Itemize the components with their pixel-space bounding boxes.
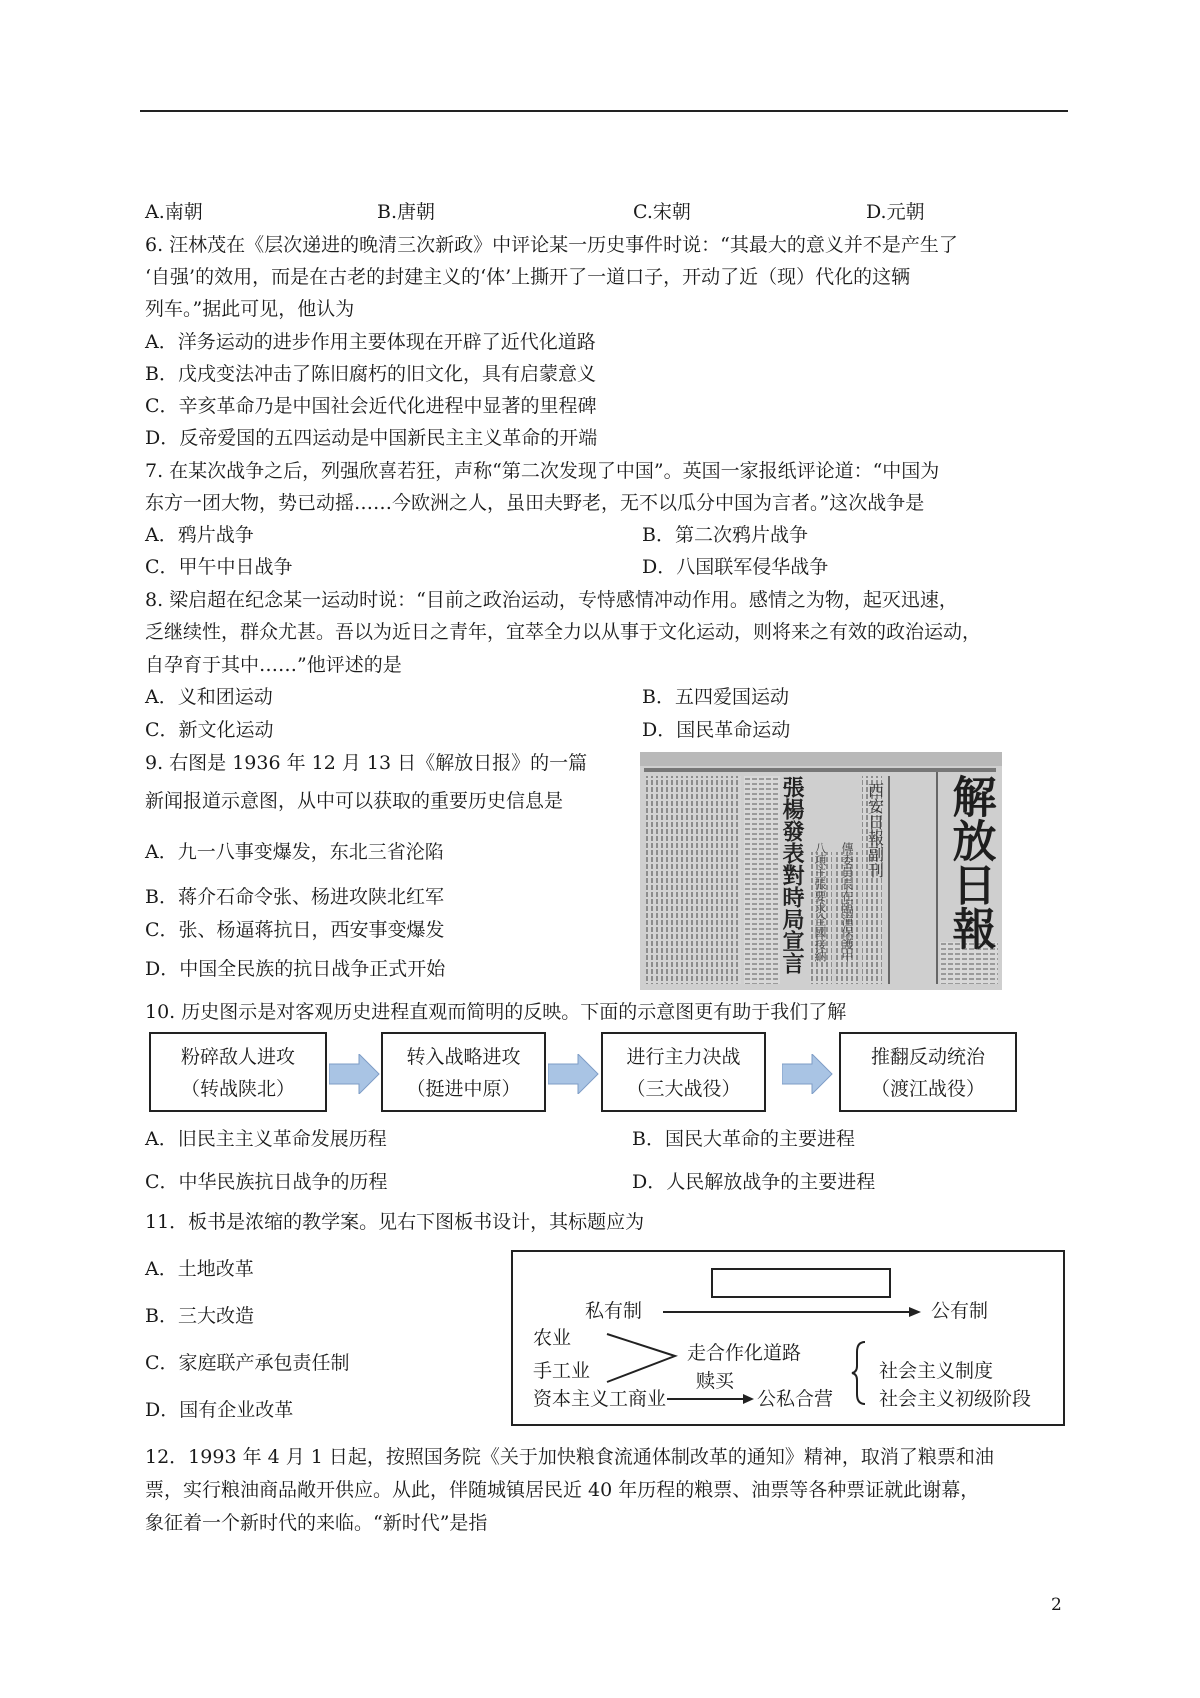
- flow-box-subtitle: （三大战役）: [626, 1078, 741, 1100]
- board-handicraft: 手工业: [533, 1360, 591, 1382]
- q5-option-b: B.唐朝: [377, 201, 436, 223]
- q8-option-c: C．新文化运动: [145, 719, 274, 741]
- q6-stem-line: 列车。”据此可见，他认为: [145, 298, 355, 320]
- board-title-blank: [711, 1268, 891, 1298]
- newspaper-photo: [640, 752, 1002, 990]
- q9-option-d: D．中国全民族的抗日战争正式开始: [145, 958, 446, 980]
- board-joint-venture: 公私合营: [757, 1388, 834, 1410]
- q12-stem-line: 12．1993 年 4 月 1 日起，按照国务院《关于加快粮食流通体制改革的通知》精神，取消了粮票和油: [145, 1446, 994, 1468]
- q11-option-b: B．三大改造: [145, 1305, 254, 1327]
- q9-stem-line: 新闻报道示意图，从中可以获取的重要历史信息是: [145, 790, 564, 812]
- q8-stem-line: 自孕育于其中……”他评述的是: [145, 654, 402, 676]
- flow-box-subtitle: （挺进中原）: [406, 1078, 521, 1100]
- q8-stem-line: 8. 梁启超在纪念某一运动时说：“目前之政治运动，专恃感情冲动作用。感情之为物，起灭迅速，: [145, 589, 958, 611]
- q6-stem-line: ‘自强’的效用，而是在古老的封建主义的‘体’上撕开了一道口子，开动了近（现）代化的这辆: [145, 266, 911, 288]
- flow-box-title: 进行主力决战: [626, 1046, 741, 1068]
- q5-option-c: C.宋朝: [633, 201, 691, 223]
- board-primary-stage: 社会主义初级阶段: [879, 1388, 1032, 1410]
- q7-option-c: C．甲午中日战争: [145, 556, 293, 578]
- q7-option-a: A．鸦片战争: [145, 524, 254, 546]
- q6-stem-line: 6. 汪林茂在《层次递进的晚清三次新政》中评论某一历史事件时说：“其最大的意义并不是产生了: [145, 234, 958, 256]
- flow-box-subtitle: （渡江战役）: [870, 1078, 985, 1100]
- header-rule: [140, 110, 1068, 112]
- q9-option-a: A．九一八事变爆发，东北三省沦陷: [145, 841, 444, 863]
- q8-option-b: B．五四爱国运动: [642, 686, 789, 708]
- flow-box: [381, 1032, 546, 1112]
- flow-box-subtitle: （转战陕北）: [180, 1078, 295, 1100]
- q11-stem: 11．板书是浓缩的教学案。见右下图板书设计，其标题应为: [145, 1211, 645, 1233]
- q10-option-c: C．中华民族抗日战争的历程: [145, 1171, 388, 1193]
- q7-stem-line: 7. 在某次战争之后，列强欣喜若狂，声称“第二次发现了中国”。英国一家报纸评论道：“中国为: [145, 460, 940, 482]
- q8-option-a: A．义和团运动: [145, 686, 273, 708]
- board-brace-icon: [851, 1340, 871, 1406]
- q7-option-b: B．第二次鸦片战争: [642, 524, 808, 546]
- board-arrow-icon: [663, 1304, 923, 1320]
- flow-box-title: 推翻反动统治: [870, 1046, 985, 1068]
- q7-option-d: D．八国联军侵华战争: [642, 556, 829, 578]
- board-converge-icon: [605, 1328, 679, 1388]
- board-socialist-system: 社会主义制度: [879, 1360, 994, 1382]
- q11-option-a: A．土地改革: [145, 1258, 254, 1280]
- q10-option-d: D．人民解放战争的主要进程: [632, 1171, 876, 1193]
- q10-stem: 10. 历史图示是对客观历史进程直观而简明的反映。下面的示意图更有助于我们了解: [145, 1001, 847, 1023]
- q6-option-a: A．洋务运动的进步作用主要体现在开辟了近代化道路: [145, 331, 596, 353]
- q7-stem-line: 东方一团大物，势已动摇……今欧洲之人，虽田夫野老，无不以瓜分中国为言者。”这次战争是: [145, 492, 925, 514]
- q12-stem-line: 象征着一个新时代的来临。“新时代”是指: [145, 1512, 488, 1534]
- board-private: 私有制: [585, 1300, 643, 1322]
- q8-stem-line: 乏继续性，群众尤甚。吾以为近日之青年，宜萃全力以从事于文化运动，则将来之有效的政治运动，: [145, 621, 982, 643]
- q6-option-d: D．反帝爱国的五四运动是中国新民主主义革命的开端: [145, 427, 598, 449]
- flow-box-title: 粉碎敌人进攻: [180, 1046, 295, 1068]
- board-design: [511, 1250, 1065, 1426]
- q10-option-a: A．旧民主主义革命发展历程: [145, 1128, 387, 1150]
- page-number: 2: [1051, 1595, 1062, 1615]
- q9-option-b: B．蒋介石命令张、杨进攻陕北红军: [145, 886, 444, 908]
- q9-option-c: C．张、杨逼蒋抗日，西安事变爆发: [145, 919, 445, 941]
- q5-option-d: D.元朝: [866, 201, 925, 223]
- flow-arrow-icon: [329, 1054, 381, 1094]
- flow-arrow-icon: [782, 1054, 834, 1094]
- board-coop: 走合作化道路: [687, 1342, 802, 1364]
- q11-option-c: C．家庭联产承包责任制: [145, 1352, 350, 1374]
- q8-option-d: D．国民革命运动: [642, 719, 791, 741]
- newspaper-col1: 西安日報副刊: [865, 782, 885, 878]
- flow-box: [149, 1032, 327, 1112]
- q6-option-b: B．戊戌变法冲击了陈旧腐朽的旧文化，具有启蒙意义: [145, 363, 596, 385]
- flow-arrow-icon: [548, 1054, 600, 1094]
- q11-option-d: D．国有企业改革: [145, 1399, 294, 1421]
- newspaper-col2: 八項主張要求全國接納: [813, 842, 827, 962]
- board-capitalist: 资本主义工商业: [533, 1388, 667, 1410]
- q9-stem-line: 9. 右图是 1936 年 12 月 13 日《解放日报》的一篇: [145, 752, 588, 774]
- q5-option-a: A.南朝: [145, 201, 203, 223]
- newspaper-col3: 傳委員長在臨潼保護中: [840, 842, 854, 962]
- board-public: 公有制: [931, 1300, 989, 1322]
- q10-option-b: B．国民大革命的主要进程: [632, 1128, 855, 1150]
- flow-box: [839, 1032, 1017, 1112]
- flow-box: [601, 1032, 766, 1112]
- flow-box-title: 转入战略进攻: [406, 1046, 521, 1068]
- board-small-arrow-icon: [667, 1392, 755, 1406]
- q6-option-c: C．辛亥革命乃是中国社会近代化进程中显著的里程碑: [145, 395, 597, 417]
- board-agriculture: 农业: [533, 1327, 572, 1349]
- newspaper-headline: 張楊發表對時局宣言: [779, 776, 805, 974]
- board-redeem: 赎买: [696, 1370, 735, 1392]
- newspaper-masthead: 解放日報: [944, 774, 996, 950]
- q12-stem-line: 票，实行粮油商品敞开供应。从此，伴随城镇居民近 40 年历程的粮票、油票等各种票证就此谢幕，: [145, 1479, 980, 1501]
